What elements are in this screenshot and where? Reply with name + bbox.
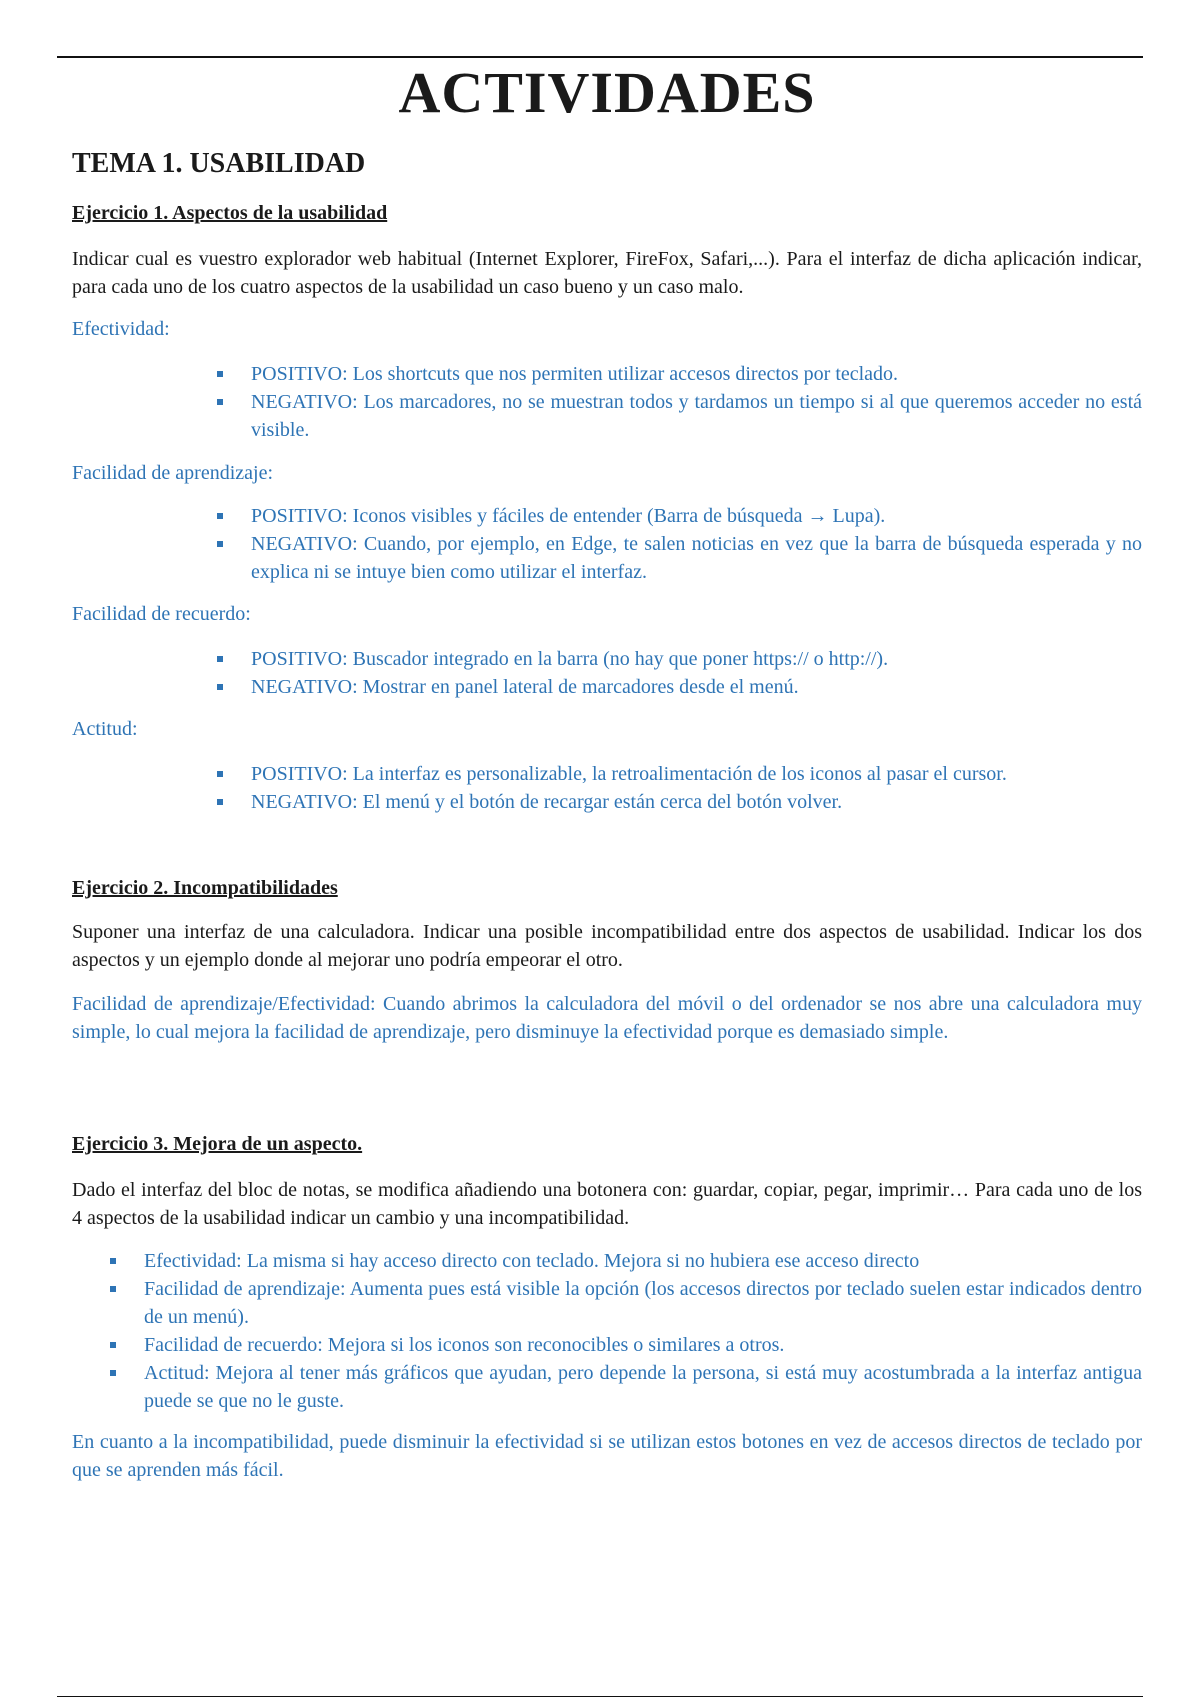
exercise-3-intro: Dado el interfaz del bloc de notas, se modifica añadiendo una botonera con: guardar, copiar, pegar, imprimir… Para cada uno de los 4 aspectos de la usabilidad indicar un cambio y una incompatibilidad.	[72, 1179, 1142, 1229]
top-rule	[57, 56, 1143, 58]
bullet-square-icon	[217, 684, 223, 690]
list-item: Facilidad de recuerdo: Mejora si los iconos son reconocibles o similares a otros.	[144, 1331, 1142, 1359]
bottom-rule	[57, 1696, 1143, 1697]
exercise-3-list	[144, 1247, 1142, 1415]
bullet-square-icon	[217, 771, 223, 777]
aspect-list-efectividad	[251, 360, 1142, 444]
aspect-list-actitud	[251, 760, 1142, 816]
bullet-square-icon	[217, 371, 223, 377]
bullet-square-icon	[217, 399, 223, 405]
bullet-square-icon	[110, 1370, 116, 1376]
list-item: POSITIVO: Buscador integrado en la barra (no hay que poner https:// o http://).	[251, 645, 1142, 673]
list-item: Actitud: Mejora al tener más gráficos que ayudan, pero depende la persona, si está muy acostumbrada a la interfaz antigua puede se que no le guste.	[144, 1359, 1142, 1415]
aspect-label-recuerdo: Facilidad de recuerdo:	[72, 603, 251, 625]
exercise-3-title: Ejercicio 3. Mejora de un aspecto.	[72, 1133, 363, 1155]
bullet-square-icon	[110, 1286, 116, 1292]
list-item: NEGATIVO: Los marcadores, no se muestran todos y tardamos un tiempo si al que queremos acceder no está visible.	[251, 388, 1142, 444]
list-item: NEGATIVO: Mostrar en panel lateral de marcadores desde el menú.	[251, 673, 1142, 701]
aspect-list-aprendizaje	[251, 502, 1142, 586]
aspect-label-aprendizaje: Facilidad de aprendizaje:	[72, 462, 274, 484]
list-item: POSITIVO: Iconos visibles y fáciles de entender (Barra de búsqueda → Lupa).	[251, 502, 1142, 530]
aspect-label-actitud: Actitud:	[72, 718, 138, 740]
aspect-label-efectividad: Efectividad:	[72, 318, 170, 340]
exercise-1-title: Ejercicio 1. Aspectos de la usabilidad	[72, 202, 388, 224]
document-title: ACTIVIDADES	[398, 60, 816, 125]
bullet-square-icon	[110, 1342, 116, 1348]
bullet-square-icon	[217, 541, 223, 547]
list-item: POSITIVO: Los shortcuts que nos permiten utilizar accesos directos por teclado.	[251, 360, 1142, 388]
bullet-square-icon	[110, 1258, 116, 1264]
exercise-2-intro: Suponer una interfaz de una calculadora. Indicar una posible incompatibilidad entre dos aspectos de usabilidad. Indicar los dos aspectos y un ejemplo donde al mejorar uno podría empeorar el otro.	[72, 921, 1142, 971]
bullet-square-icon	[217, 656, 223, 662]
exercise-1-intro: Indicar cual es vuestro explorador web habitual (Internet Explorer, FireFox, Safari,...). Para el interfaz de dicha aplicación indicar, para cada uno de los cuatro aspectos de la usabilidad un caso bueno y un caso malo.	[72, 248, 1142, 298]
list-item: POSITIVO: La interfaz es personalizable, la retroalimentación de los iconos al pasar el cursor.	[251, 760, 1142, 788]
exercise-3-conclusion: En cuanto a la incompatibilidad, puede disminuir la efectividad si se utilizan estos botones en vez de accesos directos de teclado por que se aprenden más fácil.	[72, 1431, 1142, 1481]
exercise-2-title: Ejercicio 2. Incompatibilidades	[72, 877, 338, 899]
aspect-list-recuerdo	[251, 645, 1142, 701]
exercise-2-answer: Facilidad de aprendizaje/Efectividad: Cuando abrimos la calculadora del móvil o del ordenador se nos abre una calculadora muy simple, lo cual mejora la facilidad de aprendizaje, pero disminuye la efectividad porque es demasiado simple.	[72, 993, 1142, 1043]
bullet-square-icon	[217, 513, 223, 519]
list-item: NEGATIVO: Cuando, por ejemplo, en Edge, te salen noticias en vez que la barra de búsqueda esperada y no explica ni se intuye bien como utilizar el interfaz.	[251, 530, 1142, 586]
bullet-square-icon	[217, 799, 223, 805]
list-item: NEGATIVO: El menú y el botón de recargar están cerca del botón volver.	[251, 788, 1142, 816]
section-heading: TEMA 1. USABILIDAD	[72, 148, 366, 179]
list-item: Facilidad de aprendizaje: Aumenta pues está visible la opción (los accesos directos por teclado suelen estar indicados dentro de un menú).	[144, 1275, 1142, 1331]
list-item: Efectividad: La misma si hay acceso directo con teclado. Mejora si no hubiera ese acceso directo	[144, 1247, 1142, 1275]
